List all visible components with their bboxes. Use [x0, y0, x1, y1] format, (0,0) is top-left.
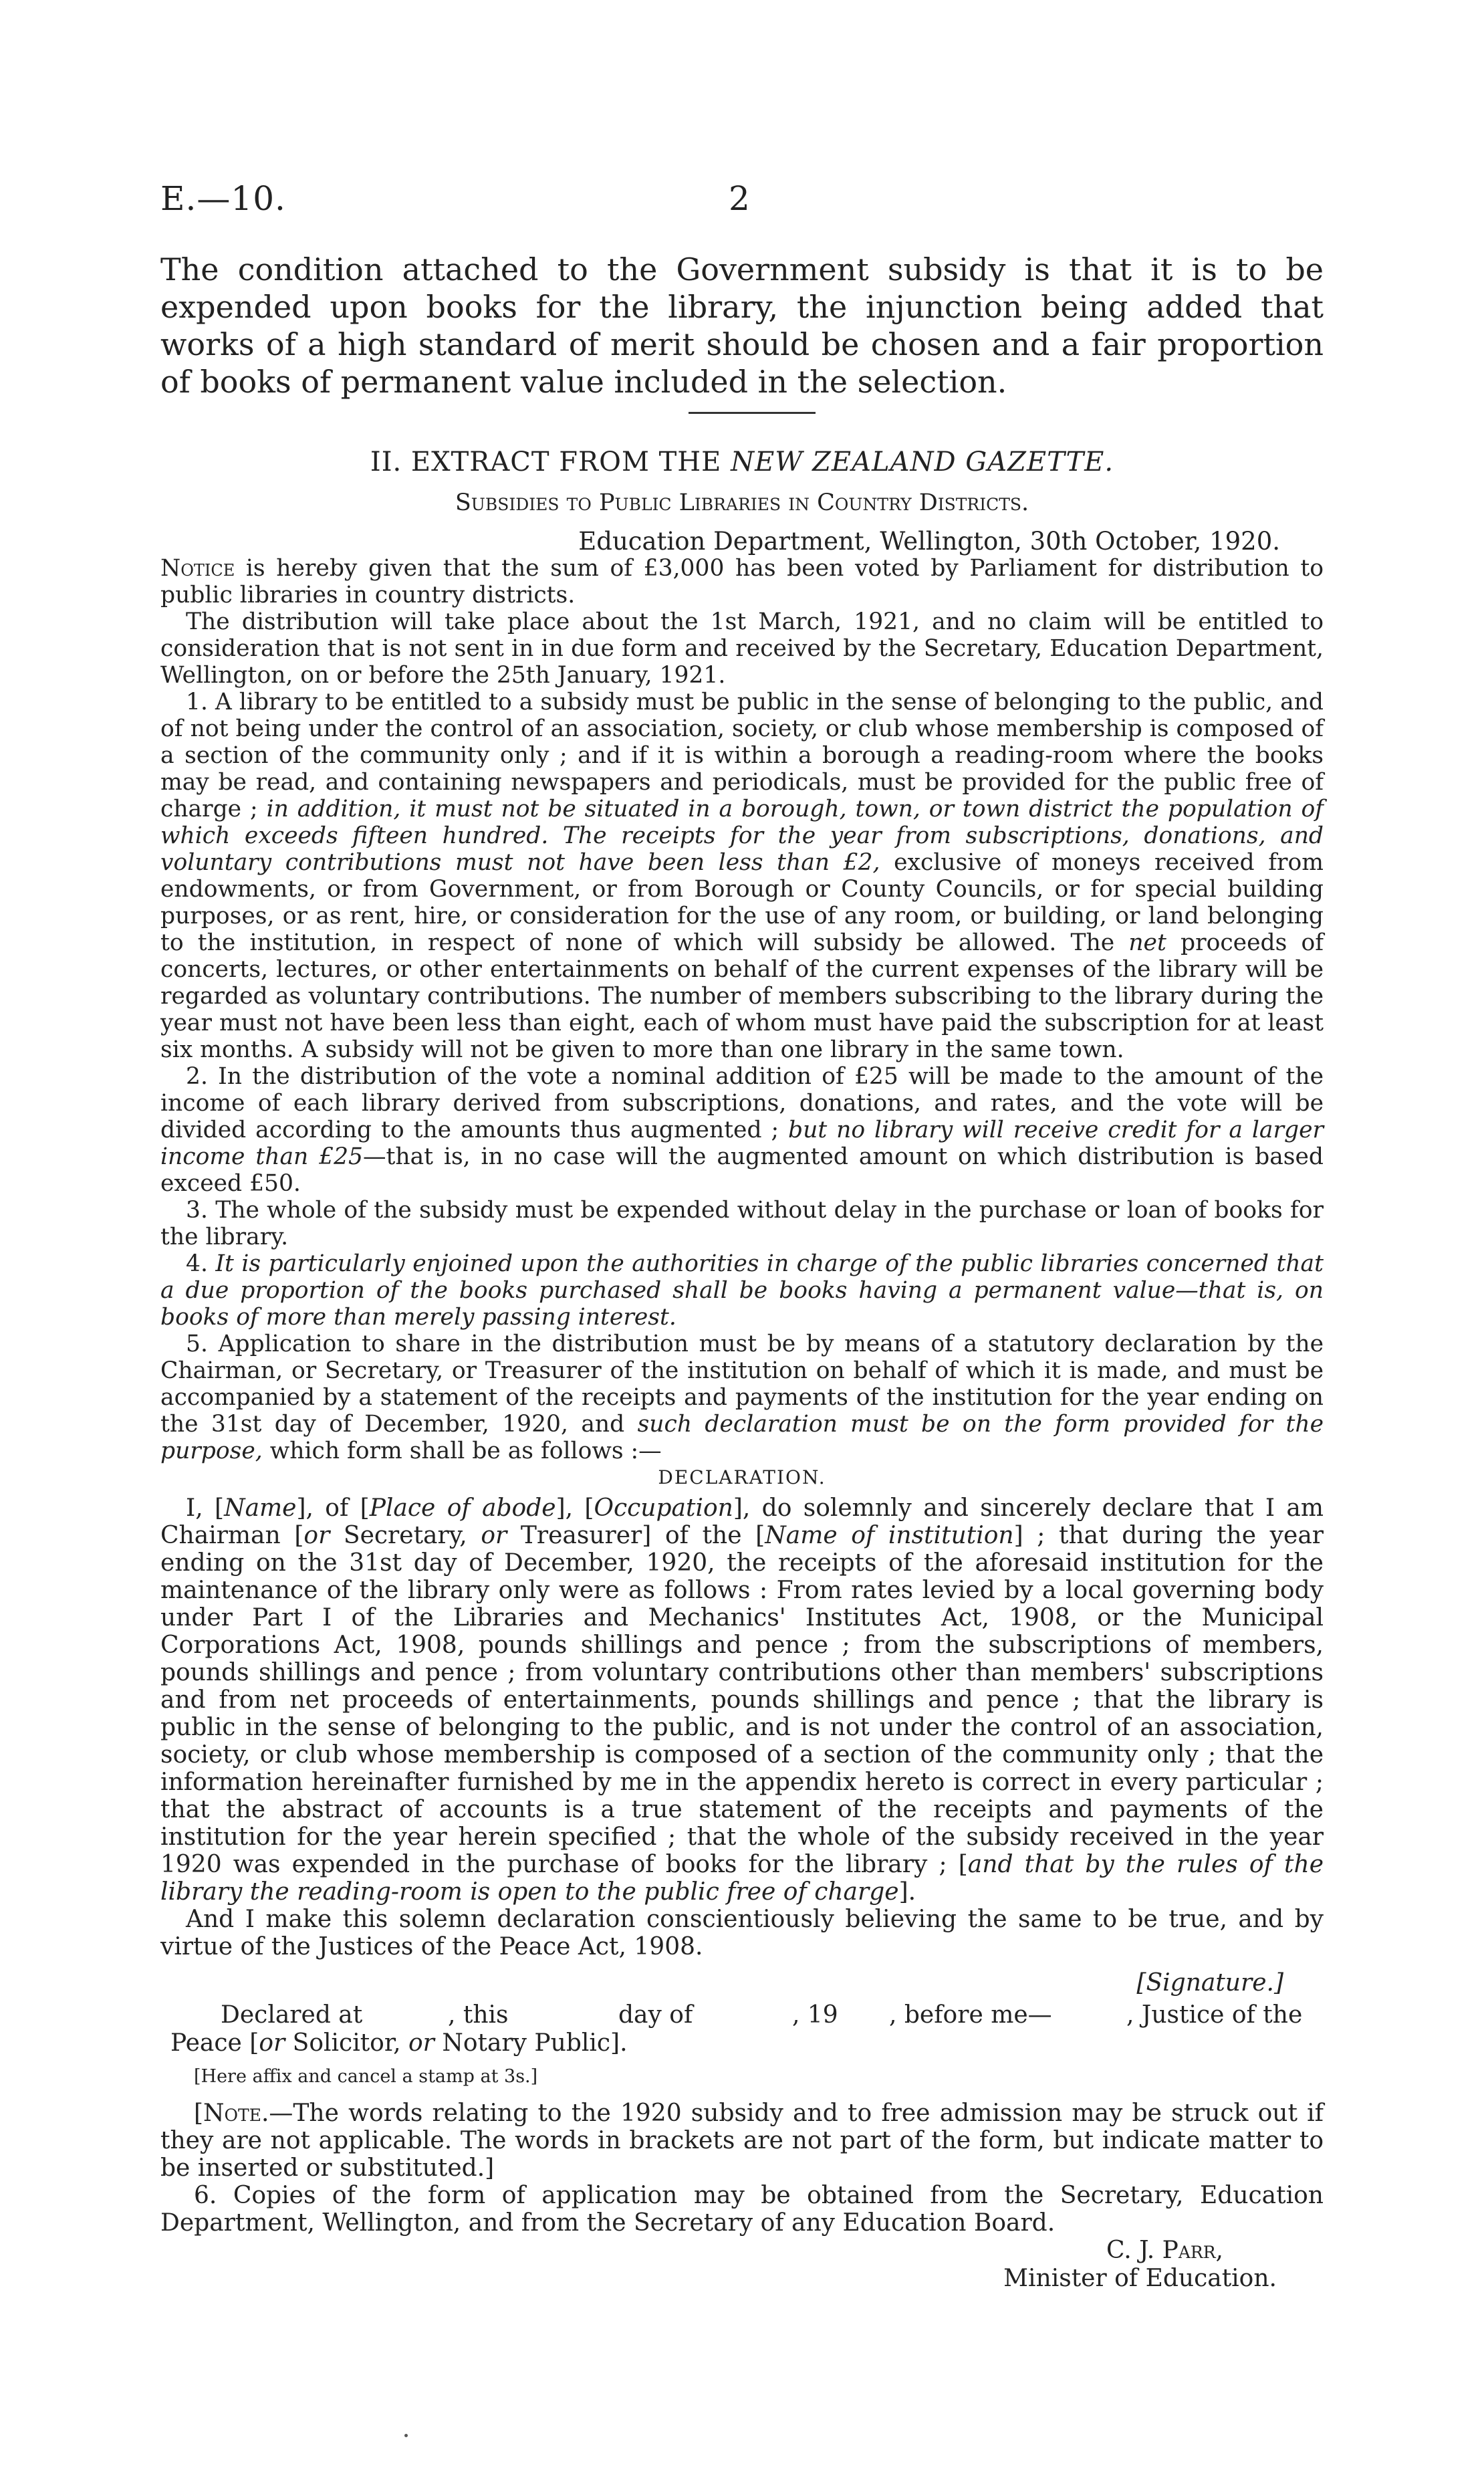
decl-text: ], do solemnly and sincerely declare that I am Chairman [ — [160, 1494, 1324, 1549]
declaration-title: DECLARATION. — [658, 1466, 826, 1488]
decl-name-placeholder: Name — [224, 1494, 297, 1522]
clause-2 — [160, 1063, 1324, 1197]
signatory-title: Minister of Education. — [1003, 2265, 1277, 2292]
clause-1-text-c: exclusive of moneys received from endowments, or from Government, or from Borough or County Councils, or for special building purposes, or as rent, hire, or consideration for the use of any room, or building, or land belonging to the institution, in respect of none of which will subsidy be allowed. The — [160, 849, 1324, 956]
section-title — [0, 447, 1484, 477]
decl-text: I, [ — [186, 1494, 225, 1522]
peace-line — [170, 2029, 628, 2057]
clause-5-italic-b: such declaration must be on the form provided for the purpose, — [160, 1411, 1324, 1464]
declaration-body — [160, 1494, 1324, 1960]
gazette-body — [160, 555, 1324, 1464]
clause-1-text-e: proceeds of concerts, lectures, or other entertainments on behalf of the current expenses of the library will be regarded as voluntary contributions. The number of members subscribing to the library during the year must not have been less than eight, each of whom must have paid the subscription for at least six months. A subsidy will not be given to more than one library in the same town. — [160, 929, 1324, 1063]
note-label: [Note. — [194, 2100, 269, 2127]
notice-text: is hereby given that the sum of £3,000 has been voted by Parliament for distribution to public libraries in country districts. — [160, 555, 1324, 608]
section-title-prefix: II. EXTRACT FROM THE — [370, 447, 722, 477]
signatory-name: C. J. Parr, — [1106, 2237, 1223, 2264]
stamp-note: [Here affix and cancel a stamp at 3s.] — [194, 2066, 538, 2087]
print-speck — [404, 2434, 408, 2437]
clause-5 — [160, 1331, 1324, 1464]
clause-5-text-c: which form shall be as follows :— — [269, 1438, 662, 1464]
divider-rule — [689, 412, 816, 414]
distribution-paragraph: The distribution will take place about the 1st March, 1921, and no claim will be entitled to consideration that is not sent in in due form and received by the Secretary, Education Department, Wellington, on or before the 25th January, 1921. — [160, 608, 1324, 689]
decl-text: ], [ — [555, 1494, 594, 1522]
notice-paragraph — [160, 555, 1324, 608]
peace-text: Peace [ — [170, 2029, 259, 2057]
peace-text: Solicitor, — [285, 2029, 408, 2057]
report-reference: E.—10. — [160, 179, 286, 218]
clause-1-italic-net: net — [1128, 929, 1166, 956]
year-label: , 19 — [792, 2001, 838, 2029]
clause-5-text-a: 5. Application to share in the distribution must be by means of a statutory declaration by the Chairman, or Secretary, or Treasurer of the institution on behalf of which it is made, and must be accompanied by a statement of the receipts and payments of the institution for the year ending on the 31st day of December, 1920, and — [160, 1331, 1324, 1438]
decl-or: or — [303, 1522, 330, 1549]
note-text: —The words relating to the 1920 subsidy and to free admission may be struck out if they are not applicable. The words in brackets are not part of the form, but indicate matter to be inserted or substituted.] — [160, 2100, 1324, 2182]
notice-lead-word: Notice — [160, 555, 235, 582]
this-label: , this — [448, 2001, 509, 2029]
declared-at-label: Declared at — [221, 2001, 363, 2029]
decl-institution-placeholder: Name of institution — [765, 1522, 1014, 1549]
decl-occupation-placeholder: Occupation — [594, 1494, 733, 1522]
peace-or: or — [408, 2029, 435, 2057]
decl-text: Secretary, — [330, 1522, 481, 1549]
decl-text: Treasurer] of the [ — [507, 1522, 765, 1549]
page-number: 2 — [729, 179, 751, 218]
clause-2-text-a: 2. In the distribution of the vote a nominal addition of £25 will be made to the amount of the income of each library derived from subscriptions, donations, and rates, and the vote will be divided according to the amounts thus augmented ; — [160, 1063, 1324, 1143]
decl-abode-placeholder: Place of abode — [369, 1494, 556, 1522]
peace-text: Notary Public]. — [434, 2029, 628, 2057]
clause-4-italic: It is particularly enjoined upon the authorities in charge of the public libraries concerned that a due proportion of the books purchased shall be books having a permanent value—that is, on books of more than merely passing interest. — [160, 1250, 1324, 1331]
clause-2-text-c: —that is, in no case will the augmented amount on which distribution is based exceed £50. — [160, 1143, 1324, 1197]
clause-4 — [160, 1250, 1324, 1331]
dateline: Education Department, Wellington, 30th October, 1920. — [578, 527, 1280, 556]
clause-1-text-a: 1. A library to be entitled to a subsidy must be public in the sense of belonging to the public, and of not being under the control of an association, society, or club whose membership is composed of a section of the community only ; and if it is within a borough a reading-room where the books may be read, and containing newspapers and periodicals, must be provided for the public free of charge ; — [160, 689, 1324, 822]
justice-label: , Justice of the — [1126, 2001, 1303, 2029]
clause-4-number: 4. — [186, 1250, 208, 1277]
clause-1 — [160, 689, 1324, 1063]
before-me-label: , before me— — [889, 2001, 1052, 2029]
section-subtitle: Subsidies to Public Libraries in Country Districts. — [455, 489, 1029, 516]
lead-paragraph: The condition attached to the Government subsidy is that it is to be expended upon books for the library, the injunction being added that works of a high standard of merit should be chosen and a fair proportion of books of permanent value included in the selection. — [160, 251, 1324, 400]
decl-text: ], of [ — [296, 1494, 370, 1522]
declaration-paragraph — [160, 1494, 1324, 1906]
day-of-label: day of — [618, 2001, 693, 2029]
peace-or: or — [259, 2029, 285, 2057]
decl-text: ] ; that during the year ending on the 31st day of December, 1920, the receipts of the aforesaid institution for the maintenance of the library only were as follows : From rates levied by a local governing body under Part I of the Libraries and Mechanics' Institutes Act, 1908, or the Municipal Corporations Act, 1908, pounds shillings and pence ; from the subscriptions of members, pounds shillings and pence ; from voluntary contributions other than members' subscriptions and from net proceeds of entertainments, pounds shillings and pence ; that the library is public in the sense of belonging to the public, and is not under the control of an association, society, or club whose membership is composed of a section of the community only ; that the information hereinafter furnished by me in the appendix hereto is correct in every particular ; that the abstract of accounts is a true statement of the receipts and payments of the institution for the year herein specified ; that the whole of the subsidy received in the year 1920 was expended in the purchase of books for the library ; [ — [160, 1522, 1324, 1878]
note-paragraph — [160, 2100, 1324, 2182]
section-title-gazette: NEW ZEALAND GAZETTE. — [731, 447, 1114, 477]
signature-text: [Signature.] — [1136, 1969, 1283, 1997]
clause-1-italic-b: in addition, it must not be situated in a borough, town, or town district the population of which exceeds fifteen hundred. The receipts for the year from subscriptions, donations, and voluntary contributions must not have been less than £2, — [160, 796, 1324, 876]
decl-or: or — [481, 1522, 507, 1549]
decl-text: ]. — [898, 1878, 916, 1906]
signature-label — [1136, 1969, 1283, 1997]
decl-italic-clause: and that by the rules of the library the reading-room is open to the public free of charge — [160, 1851, 1324, 1906]
clause-2-italic-b: but no library will receive credit for a larger income than £25 — [160, 1117, 1324, 1170]
solemn-paragraph: And I make this solemn declaration conscientiously believing the same to be true, and by virtue of the Justices of the Peace Act, 1908. — [160, 1906, 1324, 1960]
clause-3: 3. The whole of the subsidy must be expended without delay in the purchase or loan of books for the library. — [160, 1197, 1324, 1250]
clause-6: 6. Copies of the form of application may be obtained from the Secretary, Education Department, Wellington, and from the Secretary of any Education Board. — [160, 2182, 1324, 2237]
